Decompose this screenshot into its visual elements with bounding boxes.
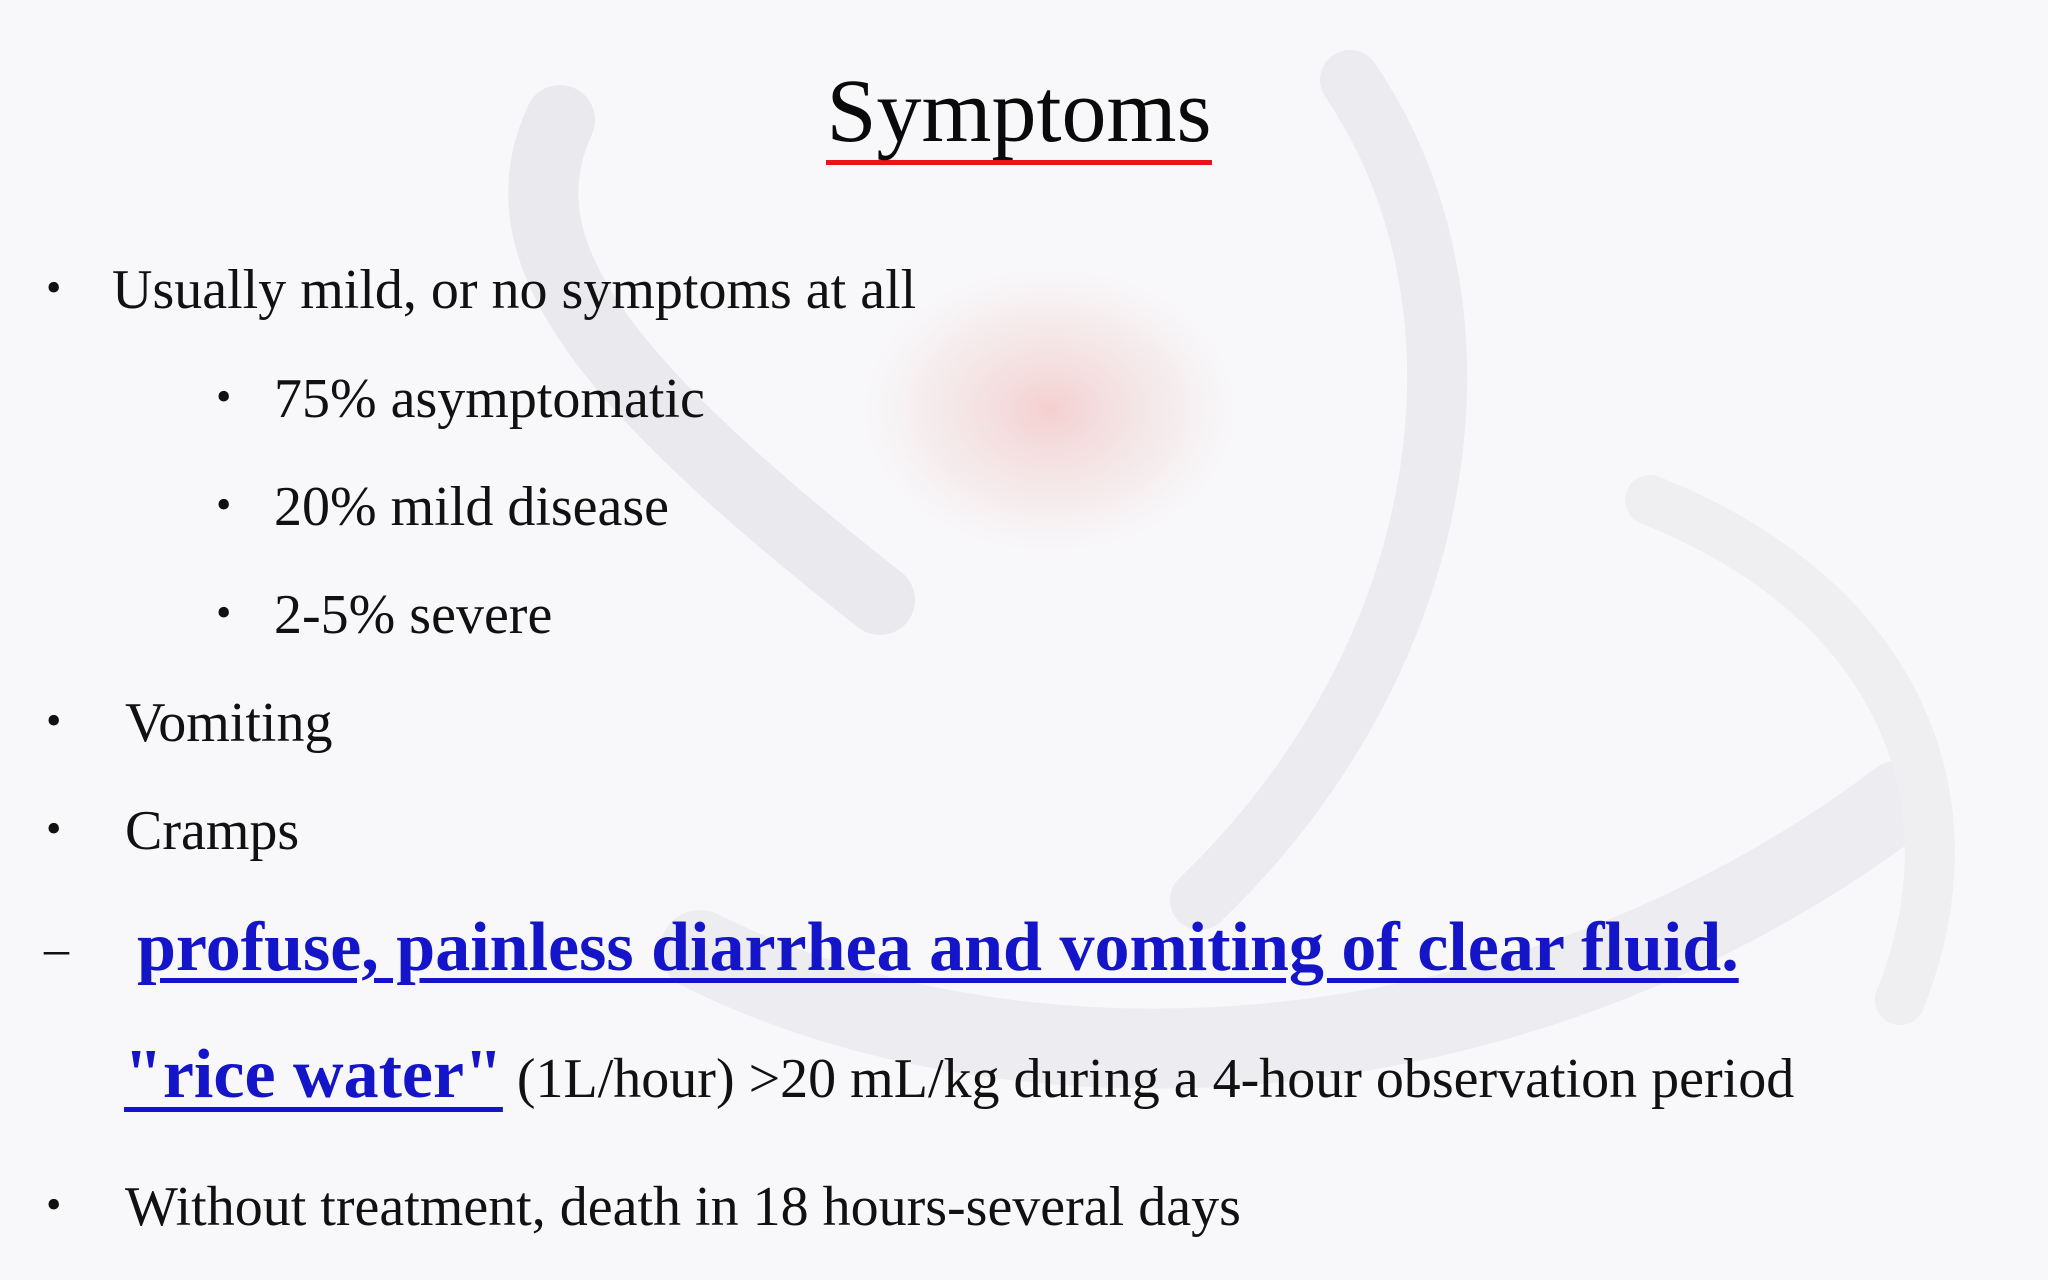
bullet-cramps: Cramps xyxy=(125,800,300,862)
diarrhea-link[interactable]: profuse, painless diarrhea and vomiting of clear fluid. xyxy=(137,909,1739,986)
rice-water-link[interactable]: "rice water" xyxy=(124,1036,503,1113)
bullet-usually-mild: Usually mild, or no symptoms at all xyxy=(112,259,917,321)
slide-title xyxy=(0,52,2038,172)
bullet-marker: • xyxy=(46,1180,62,1229)
bullet-marker: • xyxy=(46,696,62,745)
bullet-marker: • xyxy=(216,480,232,529)
slide-title-text: Symptoms xyxy=(826,64,1211,165)
sub-bullet-mild-disease: 20% mild disease xyxy=(274,476,670,538)
sub-bullet-severe: 2-5% severe xyxy=(274,584,553,646)
rice-water-line xyxy=(124,1030,1794,1138)
bullet-marker: • xyxy=(46,263,62,312)
bullet-vomiting: Vomiting xyxy=(125,692,333,754)
sub-bullet-asymptomatic: 75% asymptomatic xyxy=(274,368,705,430)
bullet-without-treatment: Without treatment, death in 18 hours-several days xyxy=(125,1176,1241,1238)
bullet-marker: • xyxy=(216,372,232,421)
bullet-marker: • xyxy=(46,804,62,853)
rice-water-detail: (1L/hour) >20 mL/kg during a 4-hour observation period xyxy=(502,1048,1795,1110)
bullet-marker: • xyxy=(216,588,232,637)
dash-marker: – xyxy=(44,920,69,976)
